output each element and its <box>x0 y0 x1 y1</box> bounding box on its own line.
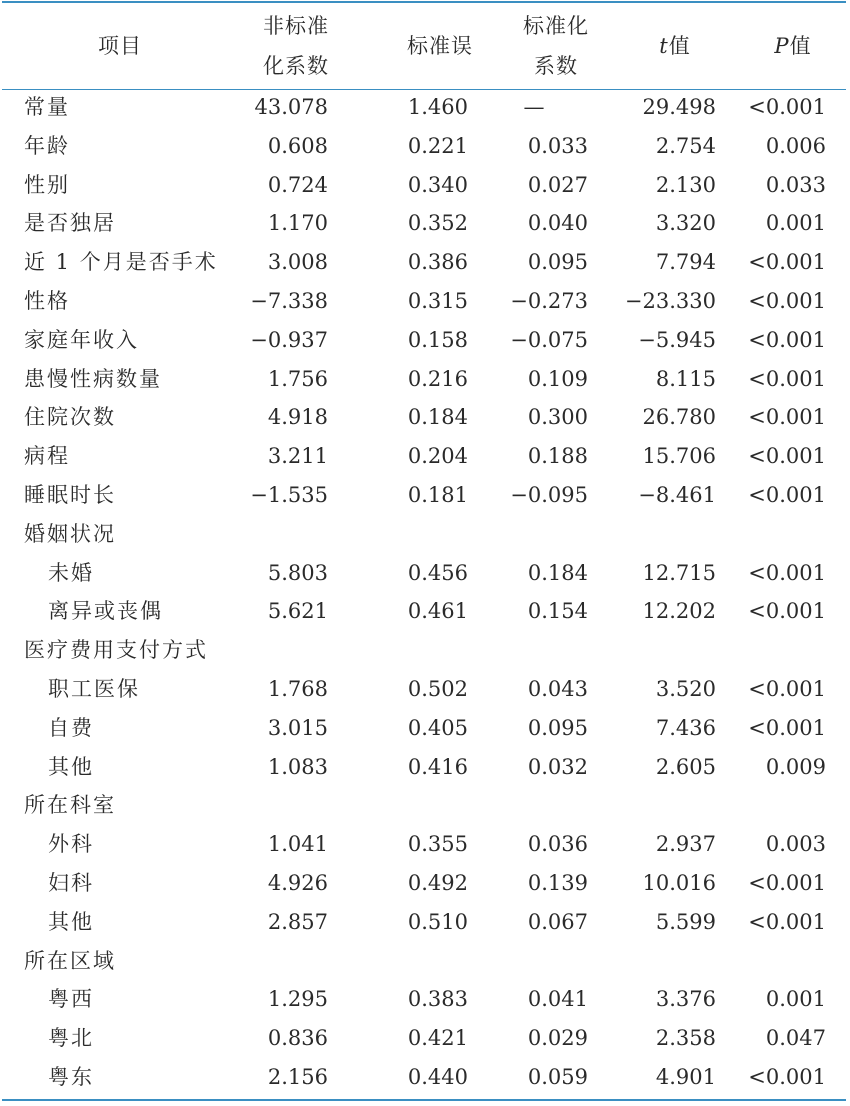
cell-standardized-coef: 0.036 <box>527 832 588 857</box>
cell-p-value: 0.001 <box>765 211 826 236</box>
header-std-error-label: 标准误 <box>407 34 473 58</box>
cell-t-value <box>600 517 716 556</box>
cell-p-value: <0.001 <box>748 250 826 275</box>
cell-standardized-coef: 0.040 <box>527 211 588 236</box>
table-row <box>0 400 850 439</box>
table-row <box>0 478 850 517</box>
cell-unstandardized-coef: 1.756 <box>267 366 328 391</box>
table-row <box>0 284 850 323</box>
header-standardized-coef <box>496 3 616 89</box>
cell-std-error: 0.502 <box>407 676 468 701</box>
row-label: 家庭年收入 <box>24 327 139 352</box>
cell-standardized-coef: −0.095 <box>510 482 588 507</box>
cell-unstandardized-coef: −0.937 <box>250 327 328 352</box>
row-label: 所在科室 <box>24 793 116 818</box>
cell-p-value: <0.001 <box>748 599 826 624</box>
cell-standardized-coef: 0.033 <box>527 133 588 158</box>
cell-p-value <box>726 517 826 556</box>
header-t-value <box>615 3 735 89</box>
cell-t-value <box>600 633 716 672</box>
table-group-row <box>0 633 850 672</box>
row-label: 粤西 <box>48 987 94 1012</box>
row-label: 粤北 <box>48 1026 94 1051</box>
cell-t-value: 29.498 <box>642 95 716 119</box>
cell-t-value: 15.706 <box>642 444 716 469</box>
cell-standardized-coef: 0.109 <box>527 366 588 391</box>
row-label: 性格 <box>24 288 70 313</box>
header-item <box>60 3 180 89</box>
cell-standardized-coef: 0.154 <box>527 599 588 624</box>
cell-std-error: 0.340 <box>407 172 468 197</box>
cell-std-error: 0.492 <box>407 870 468 895</box>
cell-standardized-coef <box>480 517 588 556</box>
table-row <box>0 711 850 750</box>
cell-standardized-coef: 0.029 <box>527 1026 588 1051</box>
cell-std-error: 0.383 <box>407 987 468 1012</box>
table-row <box>0 439 850 478</box>
cell-unstandardized-coef: 0.836 <box>267 1026 328 1051</box>
cell-std-error: 0.440 <box>407 1064 468 1089</box>
table-header <box>0 3 850 89</box>
header-unstandardized-line2: 化系数 <box>263 54 329 78</box>
row-label: 外科 <box>48 832 94 857</box>
cell-std-error: 0.216 <box>407 366 468 391</box>
row-label: 其他 <box>48 909 94 934</box>
cell-t-value: 2.358 <box>655 1026 716 1051</box>
cell-p-value: 0.047 <box>765 1026 826 1051</box>
cell-unstandardized-coef <box>220 633 328 672</box>
cell-std-error: 0.456 <box>407 560 468 585</box>
table-group-row <box>0 788 850 827</box>
cell-standardized-coef <box>480 788 588 827</box>
table-row <box>0 90 850 129</box>
cell-p-value: <0.001 <box>748 1064 826 1089</box>
header-unstandardized-line1: 非标准 <box>263 14 329 38</box>
cell-unstandardized-coef: 5.621 <box>267 599 328 624</box>
cell-unstandardized-coef: 0.724 <box>267 172 328 197</box>
cell-unstandardized-coef: −7.338 <box>250 288 328 313</box>
cell-unstandardized-coef: 3.008 <box>267 250 328 275</box>
table-row <box>0 245 850 284</box>
cell-std-error: 0.221 <box>407 133 468 158</box>
cell-std-error: 0.461 <box>407 599 468 624</box>
cell-standardized-coef: 0.139 <box>527 870 588 895</box>
table-group-row <box>0 944 850 983</box>
cell-std-error: 0.355 <box>407 832 468 857</box>
row-label: 其他 <box>48 754 94 779</box>
table-body <box>0 90 850 1099</box>
table-row <box>0 556 850 595</box>
cell-p-value: 0.009 <box>765 754 826 779</box>
cell-unstandardized-coef: 43.078 <box>254 95 328 119</box>
cell-standardized-coef: 0.067 <box>527 909 588 934</box>
cell-unstandardized-coef: 1.295 <box>267 987 328 1012</box>
row-label: 妇科 <box>48 870 94 895</box>
header-p-value <box>733 3 850 89</box>
cell-p-value: <0.001 <box>748 676 826 701</box>
row-label: 医疗费用支付方式 <box>24 638 208 663</box>
cell-std-error <box>370 517 468 556</box>
cell-std-error: 0.204 <box>407 444 468 469</box>
row-label: 住院次数 <box>24 405 116 430</box>
row-label: 年龄 <box>24 133 70 158</box>
cell-p-value: <0.001 <box>748 870 826 895</box>
table-row <box>0 323 850 362</box>
table-row <box>0 1021 850 1060</box>
cell-unstandardized-coef: 4.918 <box>267 405 328 430</box>
cell-t-value: 8.115 <box>655 366 716 391</box>
cell-std-error <box>370 788 468 827</box>
row-label: 病程 <box>24 444 70 469</box>
header-unstandardized-coef <box>236 3 356 89</box>
cell-unstandardized-coef: 1.170 <box>267 211 328 236</box>
row-label: 是否独居 <box>24 211 116 236</box>
cell-unstandardized-coef: 1.083 <box>267 754 328 779</box>
cell-std-error: 0.315 <box>407 288 468 313</box>
cell-standardized-coef: 0.041 <box>527 987 588 1012</box>
header-p-suffix: 值 <box>789 34 812 58</box>
cell-unstandardized-coef: 2.156 <box>267 1064 328 1089</box>
row-label: 婚姻状况 <box>24 521 116 546</box>
cell-p-value: 0.001 <box>765 987 826 1012</box>
cell-p-value <box>726 788 826 827</box>
cell-t-value: 2.937 <box>655 832 716 857</box>
header-std-error <box>380 3 500 89</box>
cell-unstandardized-coef: −1.535 <box>250 482 328 507</box>
cell-standardized-coef: 0.095 <box>527 250 588 275</box>
row-label: 常量 <box>24 95 70 119</box>
cell-p-value: 0.006 <box>765 133 826 158</box>
table-row <box>0 1060 850 1099</box>
cell-unstandardized-coef: 3.015 <box>267 715 328 740</box>
cell-standardized-coef: 0.032 <box>527 754 588 779</box>
cell-standardized-coef: 0.059 <box>527 1064 588 1089</box>
cell-standardized-coef: 0.027 <box>527 172 588 197</box>
cell-t-value: 3.320 <box>655 211 716 236</box>
cell-std-error: 0.181 <box>407 482 468 507</box>
row-label: 粤东 <box>48 1064 94 1089</box>
header-item-label: 项目 <box>98 34 142 58</box>
row-label: 性别 <box>24 172 70 197</box>
cell-standardized-coef <box>480 633 588 672</box>
cell-t-value: 3.520 <box>655 676 716 701</box>
cell-standardized-coef: 0.188 <box>527 444 588 469</box>
cell-standardized-coef: −0.273 <box>510 288 588 313</box>
cell-t-value <box>600 788 716 827</box>
cell-std-error: 0.158 <box>407 327 468 352</box>
cell-t-value: 2.130 <box>655 172 716 197</box>
cell-unstandardized-coef: 4.926 <box>267 870 328 895</box>
cell-t-value: 7.794 <box>655 250 716 275</box>
table-row <box>0 905 850 944</box>
cell-p-value: <0.001 <box>748 715 826 740</box>
header-standardized-line1: 标准化 <box>523 14 589 38</box>
header-standardized-line2: 系数 <box>534 54 578 78</box>
table-row <box>0 982 850 1021</box>
cell-std-error: 0.352 <box>407 211 468 236</box>
table-row <box>0 672 850 711</box>
cell-standardized-coef: −0.075 <box>510 327 588 352</box>
cell-p-value: <0.001 <box>748 288 826 313</box>
cell-unstandardized-coef: 0.608 <box>267 133 328 158</box>
cell-unstandardized-coef: 5.803 <box>267 560 328 585</box>
cell-t-value: 2.754 <box>655 133 716 158</box>
cell-unstandardized-coef <box>220 788 328 827</box>
cell-standardized-coef: — <box>523 95 545 119</box>
cell-unstandardized-coef: 1.768 <box>267 676 328 701</box>
cell-unstandardized-coef: 1.041 <box>267 832 328 857</box>
cell-standardized-coef: 0.300 <box>527 405 588 430</box>
header-p-symbol: P <box>774 34 790 58</box>
cell-p-value: <0.001 <box>748 909 826 934</box>
cell-standardized-coef: 0.184 <box>527 560 588 585</box>
cell-t-value <box>600 944 716 983</box>
cell-p-value: <0.001 <box>748 95 826 119</box>
table-row <box>0 866 850 905</box>
cell-standardized-coef: 0.095 <box>527 715 588 740</box>
row-label: 离异或丧偶 <box>48 599 163 624</box>
cell-p-value: <0.001 <box>748 482 826 507</box>
table-row <box>0 129 850 168</box>
cell-p-value: <0.001 <box>748 560 826 585</box>
cell-t-value: 12.715 <box>642 560 716 585</box>
cell-std-error <box>370 633 468 672</box>
cell-unstandardized-coef <box>220 944 328 983</box>
row-label: 所在区域 <box>24 948 116 973</box>
cell-t-value: −8.461 <box>638 482 716 507</box>
cell-p-value: <0.001 <box>748 405 826 430</box>
header-t-suffix: 值 <box>668 34 691 58</box>
cell-std-error: 0.184 <box>407 405 468 430</box>
cell-p-value <box>726 944 826 983</box>
cell-std-error: 0.386 <box>407 250 468 275</box>
table-group-row <box>0 517 850 556</box>
cell-t-value: −5.945 <box>638 327 716 352</box>
cell-p-value: 0.003 <box>765 832 826 857</box>
cell-std-error: 0.421 <box>407 1026 468 1051</box>
table-row <box>0 827 850 866</box>
cell-t-value: 5.599 <box>655 909 716 934</box>
cell-unstandardized-coef: 3.211 <box>267 444 328 469</box>
cell-t-value: 26.780 <box>642 405 716 430</box>
row-label: 职工医保 <box>48 676 140 701</box>
table-row <box>0 206 850 245</box>
cell-p-value <box>726 633 826 672</box>
cell-p-value: <0.001 <box>748 444 826 469</box>
table-row <box>0 362 850 401</box>
cell-standardized-coef <box>480 944 588 983</box>
table-row <box>0 750 850 789</box>
cell-t-value: 10.016 <box>642 870 716 895</box>
cell-t-value: 4.901 <box>655 1064 716 1089</box>
row-label: 近 1 个月是否手术 <box>24 250 218 275</box>
header-t-symbol: t <box>659 34 669 58</box>
table-row <box>0 168 850 207</box>
cell-p-value: <0.001 <box>748 366 826 391</box>
cell-std-error <box>370 944 468 983</box>
cell-t-value: 12.202 <box>642 599 716 624</box>
cell-p-value: <0.001 <box>748 327 826 352</box>
row-label: 未婚 <box>48 560 94 585</box>
cell-standardized-coef: 0.043 <box>527 676 588 701</box>
row-label: 自费 <box>48 715 94 740</box>
cell-unstandardized-coef: 2.857 <box>267 909 328 934</box>
cell-p-value: 0.033 <box>765 172 826 197</box>
cell-t-value: −23.330 <box>624 288 716 313</box>
cell-std-error: 0.510 <box>407 909 468 934</box>
cell-std-error: 1.460 <box>407 95 468 119</box>
cell-t-value: 3.376 <box>655 987 716 1012</box>
row-label: 睡眠时长 <box>24 482 116 507</box>
cell-t-value: 2.605 <box>655 754 716 779</box>
cell-std-error: 0.405 <box>407 715 468 740</box>
row-label: 患慢性病数量 <box>24 366 162 391</box>
table-bottom-rule <box>2 1099 846 1101</box>
cell-unstandardized-coef <box>220 517 328 556</box>
cell-t-value: 7.436 <box>655 715 716 740</box>
cell-std-error: 0.416 <box>407 754 468 779</box>
table-row <box>0 594 850 633</box>
